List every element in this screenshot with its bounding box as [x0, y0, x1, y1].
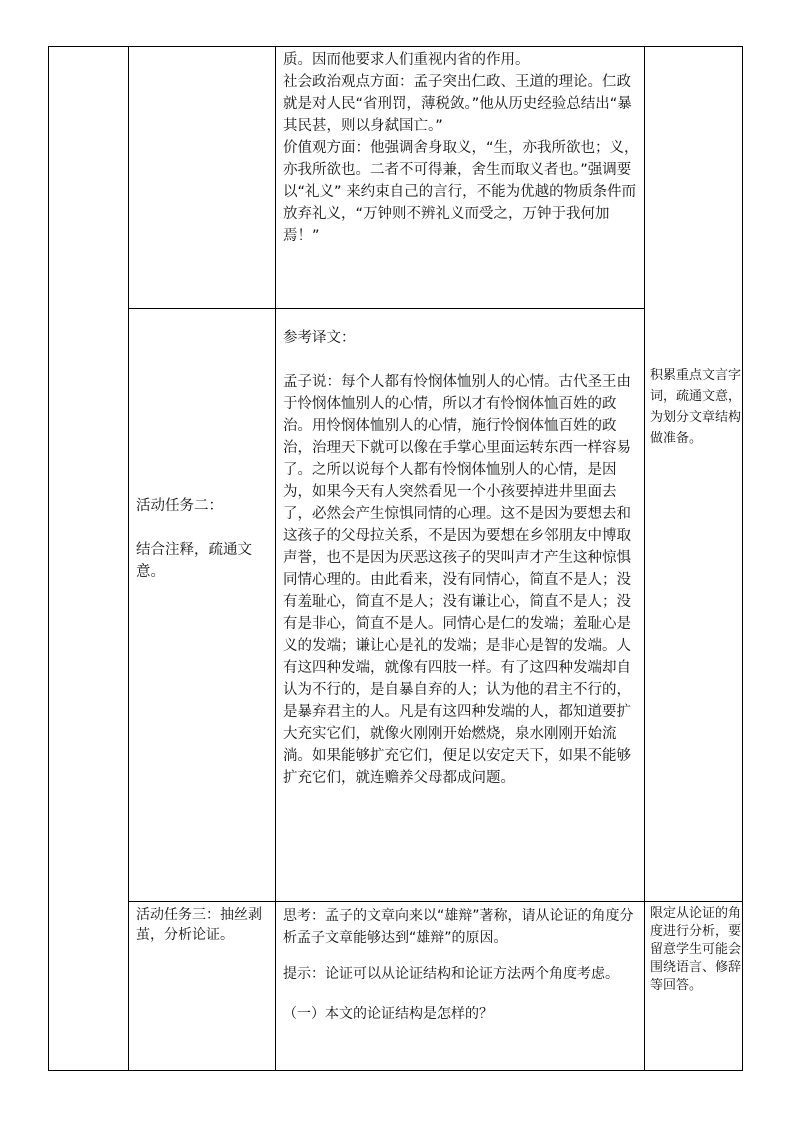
column-divider	[128, 47, 129, 1070]
question-text: （一）本文的论证结构是怎样的？	[283, 1006, 493, 1022]
row-divider	[128, 901, 743, 902]
row-divider	[128, 308, 645, 309]
hint-text: 提示：论证可以从论证结构和论证方法两个角度考虑。	[283, 966, 619, 982]
lesson-plan-table	[48, 46, 743, 1071]
row1-paragraph: 质。因而他要求人们重视内省的作用。	[283, 52, 530, 68]
row1-content-cell	[283, 49, 639, 307]
design-intent: 限定从论证的角度进行分析，要留意学生可能会围绕语言、修辞等回答。	[650, 906, 742, 993]
row1-paragraph: 价值观方面：他强调舍身取义，“生，亦我所欲也；义，亦我所欲也。二者不可得兼，舍生而取义者也。”强调要以“礼义” 来约束自己的言行，不能为优越的物质条件而放弃礼义，“万钟则不辨礼义而受之，万钟于我何加焉！”	[283, 140, 639, 244]
row2-activity-cell	[136, 495, 272, 615]
design-intent: 积累重点文言字词，疏通文意，为划分文章结构做准备。	[650, 368, 742, 446]
activity-description: 结合注释，疏通文意。	[136, 542, 252, 580]
row2-intent-cell	[650, 365, 742, 525]
translation-body: 孟子说：每个人都有怜悯体恤别人的心情。古代圣王由于怜悯体恤别人的心情，所以才有怜悯体恤百姓的政治。用怜悯体恤别人的心情，施行怜悯体恤百姓的政治，治理天下就可以像在手掌心里面运转东西一样容易了。之所以说每个人都有怜悯体恤别人的心情，是因为，如果今天有人突然看见一个小孩要掉进井里面去了，必然会产生惊惧同情的心理。这不是因为要想去和这孩子的父母拉关系，不是因为要想在乡邻朋友中博取声誉，也不是因为厌恶这孩子的哭叫声才产生这种惊惧同情心理的。由此看来，没有同情心，简直不是人；没有羞耻心，简直不是人；没有谦让心，简直不是人；没有是非心，简直不是人。同情心是仁的发端；羞耻心是义的发端；谦让心是礼的发端；是非心是智的发端。人有这四种发端，就像有四肢一样。有了这四种发端却自认为不行的，是自暴自弃的人；认为他的君主不行的，是暴弃君主的人。凡是有这四种发端的人，都知道要扩大充实它们，就像火刚刚开始燃烧，泉水刚刚开始流淌。如果能够扩充它们，便足以安定天下，如果不能够扩充它们，就连赡养父母都成问题。	[283, 374, 631, 786]
column-divider	[275, 47, 276, 1070]
row3-intent-cell	[650, 905, 742, 1070]
row3-activity-cell	[136, 905, 272, 985]
translation-heading: 参考译文：	[283, 330, 356, 346]
column-divider	[644, 47, 645, 1070]
row3-content-cell	[283, 905, 639, 1070]
row1-paragraph: 社会政治观点方面：孟子突出仁政、王道的理论。仁政就是对人民“省刑罚，薄税敛。”他从历史经验总结出“暴其民甚，则以身弑国亡。”	[283, 74, 632, 134]
activity-title: 活动任务二：	[136, 498, 223, 514]
activity-title: 活动任务三：抽丝剥茧，分析论证。	[136, 907, 262, 943]
row2-content-cell	[283, 327, 639, 897]
thinking-prompt: 思考：孟子的文章向来以“雄辩”著称，请从论证的角度分析孟子文章能够达到“雄辩”的原因。	[283, 908, 634, 946]
